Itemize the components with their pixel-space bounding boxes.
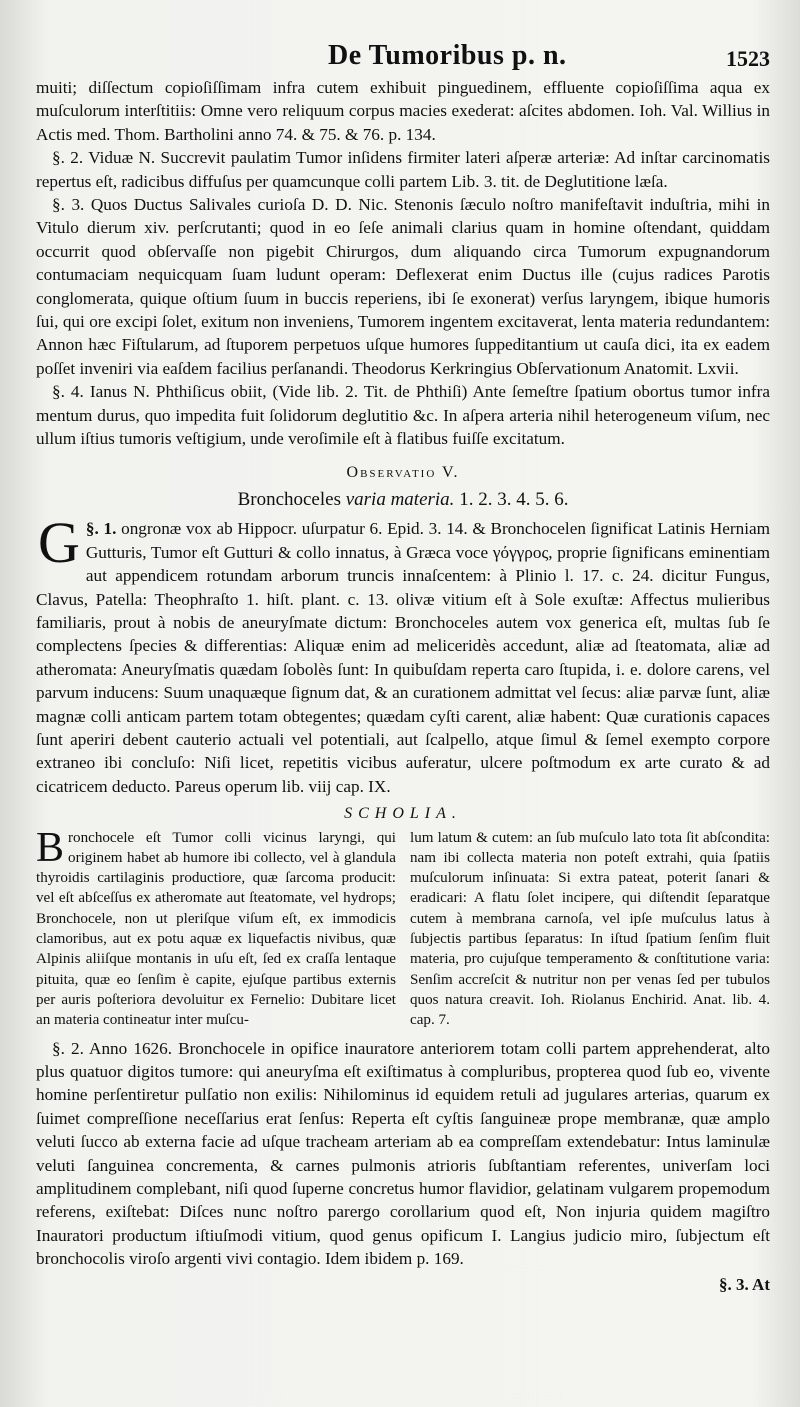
paragraph-section-3: §. 3. Quos Ductus Salivales curioſa D. D. Nic. Stenonis ſæculo noſtro manifeſtavit induſtria, mihi in Vitulo dierum xiv. perſcrutanti; quod in eo ſeſe animali clarius quam in homine oſtendant, quiddam occurrit quod obſervaſſe non pigebit Chirurgos, dum aliquando circa Tumorum expugnandorum contumaciam nequicquam ſuam ludunt operam: Deflexerat enim Ductus ille (cujus radices Parotis conglomerata, quique oſtium ſuum in buccis reperiens, ibi ſe exonerat) verſus laryngem, ibique humoris ſui, qui ore excipi ſolet, exitum non inveniens, Tumorem ingentem excitaverat, lenta materia redundantem: Annon hæc Fiſtularum, ad ſtuporem perpetuos uſque humores ſuppeditantium ut cauſa dici, ita ex eadem poſſet inveniri via eaſdem facilius perſanandi. Theodorus Kerkringius Obſervationum Anatomit. Lxvii. [36,195,770,378]
scholia-right-text: lum latum & cutem: an ſub muſculo lato tota ſit abſcondita: nam ibi collecta materia non poteſt extrahi, quia ſpatiis muſculorum inſinuata: Si extra pateat, poterit ſanari & eradicari: A flatu ſolet incipere, qui diſtendit ſeparatque cutem à membrana carnoſa, vel ipſe muſculus latus à ſubjectis partibus ſeparatus: In iſtud ſpatium ſenſim fluit materia, pro cujuſque temperamento & conſtitutione varia: Senſim accreſcit & nutritur non per venas ſed per tubulos quos natura creavit. Ioh. Riolanus Enchirid. Anat. lib. 4. cap. 7. [410,829,770,1029]
scholia-heading: SCHOLIA. [344,805,462,823]
subtitle-italic: varia materia. [345,488,455,510]
subtitle-main: Bronchoceles [237,488,341,510]
paragraph-anno-1626: §. 2. Anno 1626. Bronchocele in opifice inauratore anteriorem totam colli partem apprehenderat, alto plus quatuor digitos tumore: qui aneuryſma eſt exiſtimatus à compluribus, propterea quod ſub eo, vivente homine perſentiretur pulſatio non exilis: Nihilominus id equidem retuli ad jugulares arterias, quarum ex ſuimet compreſſione neceſſarius erat ſenſus: Reperta eſt cyſtis ſanguineæ prope membranæ, quæ amplo veluti ſucco ab externa facie ad uſque tracheam arteriam ab ea compreſſam extendebatur: Intus laminulæ veluti ſanguinea concrementa, & carnes pulmonis atrioris ſubſtantiam referentes, univerſam loci amplitudinem complebant, niſi quod ſuperne concretus humor flavidior, gelatinam vulgarem propemodum referens, exiſtebat: Diſces nunc noſtro parergo corollarium quod eſt, Non injuria quidem magiſtro Inauratori productum iſtiuſmodi vitium, quod genus opificum I. Langius judicio miro, ſubjectum eſt bronchocolis viroſo argenti vivi contagio. Idem ibidem p. 169. [36,1038,770,1269]
paragraph-section-4: §. 4. Ianus N. Phthiſicus obiit, (Vide lib. 2. Tit. de Phthiſi) Ante ſemeſtre ſpatium obortus tumor infra mentum durus, quo impedita fuit ſolidorum deglutitio &c. In aſpera arteria nihil heterogeneum viſum, nec ullum iſtius tumoris veſtigium, unde veroſimile eſt à flatibus fuiſſe excitatum. [36,382,770,449]
observatio-heading: Observatio V. [346,463,460,481]
page-number: 1523 [726,46,770,71]
drop-cap-b: B [36,824,65,871]
scholia-left-text: ronchocele eſt Tumor colli vicinus laryngi, qui originem habet ab humore ibi collecto, vel à glandula thyroidis cartilaginis productiore, quæ ſarcoma producit: vel eſt abſceſſus ex atheromate aut ſteatomate, vel hydrops; Bronchocele, non ut pleriſque viſum eſt, ex immodicis clamoribus, aut ex potu aquæ ex liquefactis nivibus, quæ Alpinis aliiſque montanis in uſu eſt, ſed ex craſſa lentaque pituita, quæ eo ſenſim è capite, ejuſque partibus externis per auris poſteriora devoluitur ex Fernelio: Dubitare licet an materia contineatur inter muſcu- [36,829,396,1029]
paragraph-continued: muiti; diſſectum copioſiſſimam infra cutem exhibuit pinguedinem, effluente copioſiſſima aqua ex muſculorum interſtitiis: Omne vero reliquum corpus macies exederat: aſcites abdomen. Ioh. Val. Willius in Actis med. Thom. Bartholini anno 74. & 75. & 76. p. 134. [36,78,770,144]
subtitle-numbers: 1. 2. 3. 4. 5. 6. [459,488,569,510]
scholia-columns [36,824,770,1031]
running-title: De Tumoribus p. n. [328,40,567,71]
observatio-text: ongronæ vox ab Hippocr. uſurpatur 6. Epid. 3. 14. & Bronchocelen ſignificat Latinis Herniam Gutturis, Tumor eſt Gutturi & collo innatus, à Græca voce γόγγρος, proprie ſignificans eminentiam aut appendicem rotundam arborum truncis innaſcentem: à Plinio l. 17. c. 24. dicitur Fungus, Clavus, Patella: Theophraſto 1. hiſt. plant. c. 13. olivæ vitium eſt à Sole exuſtæ: Affectus mulieribus familiaris, prout à nobis de aneuryſmate dictum: Bronchoceles autem vox generica eſt, multas ſub ſe complectens ſpecies & differentias: Aliquæ enim ad meliceridès accedunt, aliæ ad ſteatomata, aliæ ad atheromata: Aneuryſmatis quædam ſobolès ſunt: In quibuſdam reperta caro ſtupida, i. e. dolore carens, vel parvum inducens: Suum unaquæque ſignum dat, & an curationem admittat vel ſecus: aliæ parvæ ſunt, aliæ magnæ colli anticam partem totam obtegentes; quædam cyſti carent, aliæ habent: Quæ curationis capaces ſunt aperiri debent cauterio actuali vel potentiali, aut ſcalpello, atque ſimul & ſemel exempto corpore extraneo ibi concluſo: Niſi licet, repetitis vicibus auferatur, ulcere poſtmodum ex arte curato & ad cicatricem deducto. Pareus operum lib. viij cap. IX. [36,519,770,796]
observatio-paragraph [36,510,770,798]
section-mark: §. 1. [85,519,117,539]
main-text [36,76,770,1296]
drop-cap-g: G [38,510,80,576]
observatio-subtitle [36,488,770,511]
catchword: §. 3. At [719,1274,770,1294]
scholia-right-column [410,828,770,1031]
running-header [36,0,770,71]
paragraph-section-2: §. 2. Viduæ N. Succrevit paulatim Tumor inſidens firmiter lateri aſperæ arteriæ: Ad inſtar carcinomatis repertus eſt, radicibus diffuſus per quamcunque colli partem Lib. 3. tit. de Deglutitione læſa. [36,148,770,191]
scholia-left-column [36,824,396,1031]
